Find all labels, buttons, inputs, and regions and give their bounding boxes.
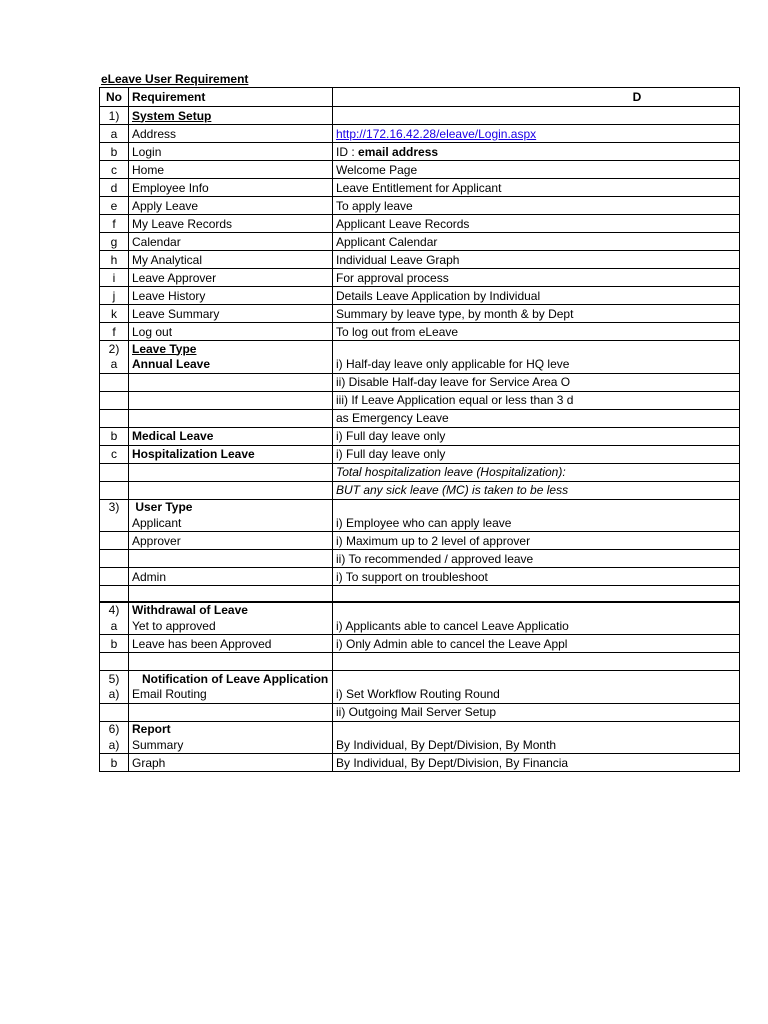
- row-no: [100, 481, 129, 499]
- table-row: [100, 602, 740, 618]
- row-no: b: [100, 754, 129, 772]
- login-url-link[interactable]: http://172.16.42.28/eleave/Login.aspx: [336, 126, 537, 141]
- row-description: To log out from eLeave: [333, 323, 740, 341]
- row-description: email address: [358, 144, 439, 159]
- row-requirement: Apply Leave: [129, 197, 333, 215]
- row-no: b: [100, 427, 129, 445]
- table-row: [100, 161, 740, 179]
- row-requirement: Leave Approver: [129, 269, 333, 287]
- section-heading: Notification of Leave Application: [129, 671, 333, 686]
- header-no: No: [100, 88, 129, 107]
- row-description: i) Employee who can apply leave: [333, 514, 740, 532]
- table-row: [100, 409, 740, 427]
- table-row: [100, 233, 740, 251]
- table-row: [100, 215, 740, 233]
- document-title: eLeave User Requirement: [101, 72, 249, 86]
- row-no: 2): [100, 341, 129, 356]
- row-requirement: Medical Leave: [129, 427, 333, 445]
- row-requirement: Login: [129, 143, 333, 161]
- row-description: Summary by leave type, by month & by Dept: [333, 305, 740, 323]
- row-no: 4): [100, 602, 129, 618]
- row-no: b: [100, 143, 129, 161]
- table-row: [100, 568, 740, 586]
- section-heading: Withdrawal of Leave: [129, 602, 333, 618]
- row-no: a): [100, 736, 129, 754]
- row-description: i) Full day leave only: [333, 427, 740, 445]
- section-heading: Report: [129, 721, 333, 736]
- row-requirement: [129, 391, 333, 409]
- row-no: g: [100, 233, 129, 251]
- row-description: ii) To recommended / approved leave: [333, 550, 740, 568]
- row-description: i) Applicants able to cancel Leave Applicatio: [333, 617, 740, 635]
- row-requirement: Approver: [129, 532, 333, 550]
- row-description: By Individual, By Dept/Division, By Financia: [333, 754, 740, 772]
- row-no: [100, 550, 129, 568]
- requirement-table: [99, 87, 642, 770]
- row-no: d: [100, 179, 129, 197]
- table-row: [100, 251, 740, 269]
- table-row: [100, 125, 740, 143]
- row-description: For approval process: [333, 269, 740, 287]
- spacer-row: [100, 653, 740, 671]
- row-requirement: Hospitalization Leave: [129, 445, 333, 463]
- row-description: BUT any sick leave (MC) is taken to be less: [333, 481, 740, 499]
- table-row: [100, 532, 740, 550]
- row-description: Welcome Page: [333, 161, 740, 179]
- table-row: [100, 550, 740, 568]
- row-description: Leave Entitlement for Applicant: [333, 179, 740, 197]
- table-row: [100, 686, 740, 704]
- row-requirement: [129, 409, 333, 427]
- row-no: 5): [100, 671, 129, 686]
- row-description: i) To support on troubleshoot: [333, 568, 740, 586]
- row-no: [100, 532, 129, 550]
- row-no: [100, 373, 129, 391]
- row-no: a: [100, 125, 129, 143]
- table-row: [100, 179, 740, 197]
- row-description: [333, 721, 740, 736]
- row-description: Individual Leave Graph: [333, 251, 740, 269]
- row-requirement: [129, 373, 333, 391]
- table-row: [100, 427, 740, 445]
- table-row: [100, 341, 740, 356]
- row-description: i) Half-day leave only applicable for HQ leve: [333, 356, 740, 374]
- row-no: a: [100, 356, 129, 374]
- row-no: a): [100, 686, 129, 704]
- row-requirement: Employee Info: [129, 179, 333, 197]
- row-description: ii) Disable Half-day leave for Service Area O: [333, 373, 740, 391]
- row-requirement: Address: [129, 125, 333, 143]
- table-row: [100, 356, 740, 374]
- row-requirement: Admin: [129, 568, 333, 586]
- row-requirement: [129, 550, 333, 568]
- row-requirement: Email Routing: [129, 686, 333, 704]
- table-row: [100, 671, 740, 686]
- row-no: b: [100, 635, 129, 653]
- row-no: c: [100, 161, 129, 179]
- row-requirement: Applicant: [129, 514, 333, 532]
- table-row: [100, 754, 740, 772]
- row-no: e: [100, 197, 129, 215]
- row-no: [100, 391, 129, 409]
- row-description: To apply leave: [333, 197, 740, 215]
- table-row: [100, 703, 740, 721]
- row-no: [100, 514, 129, 532]
- row-requirement: Annual Leave: [129, 356, 333, 374]
- row-no: [100, 568, 129, 586]
- table-row: [100, 736, 740, 754]
- table-row: [100, 499, 740, 514]
- header-description: D: [333, 88, 740, 107]
- table-row: [100, 514, 740, 532]
- row-no: c: [100, 445, 129, 463]
- row-requirement: My Leave Records: [129, 215, 333, 233]
- table-row: [100, 721, 740, 736]
- row-requirement: Graph: [129, 754, 333, 772]
- row-description: iii) If Leave Application equal or less than 3 d: [333, 391, 740, 409]
- row-description: Applicant Calendar: [333, 233, 740, 251]
- row-description: i) Full day leave only: [333, 445, 740, 463]
- row-description: [333, 107, 740, 125]
- table-row: [100, 635, 740, 653]
- row-description: [333, 671, 740, 686]
- table-row: [100, 143, 740, 161]
- row-no: f: [100, 215, 129, 233]
- table-row: [100, 287, 740, 305]
- row-requirement: Calendar: [129, 233, 333, 251]
- spacer-row: [100, 586, 740, 602]
- table-row: [100, 373, 740, 391]
- row-requirement: [129, 463, 333, 481]
- row-no: [100, 409, 129, 427]
- row-no: [100, 703, 129, 721]
- table-row: [100, 481, 740, 499]
- row-description: By Individual, By Dept/Division, By Month: [333, 736, 740, 754]
- section-heading: Leave Type: [129, 341, 333, 356]
- row-description: [333, 499, 740, 514]
- row-requirement: [129, 481, 333, 499]
- row-requirement: Leave has been Approved: [129, 635, 333, 653]
- table-row: [100, 617, 740, 635]
- row-requirement: [129, 703, 333, 721]
- row-no: 1): [100, 107, 129, 125]
- row-no: k: [100, 305, 129, 323]
- row-description: Details Leave Application by Individual: [333, 287, 740, 305]
- row-description: Total hospitalization leave (Hospitalization):: [333, 463, 740, 481]
- row-requirement: Yet to approved: [129, 617, 333, 635]
- row-description: i) Set Workflow Routing Round: [333, 686, 740, 704]
- row-no: h: [100, 251, 129, 269]
- table-row: [100, 269, 740, 287]
- table-header-row: [100, 88, 740, 107]
- row-requirement: Log out: [129, 323, 333, 341]
- row-description: Applicant Leave Records: [333, 215, 740, 233]
- row-no: j: [100, 287, 129, 305]
- row-description: ii) Outgoing Mail Server Setup: [333, 703, 740, 721]
- row-requirement: My Analytical: [129, 251, 333, 269]
- row-no: a: [100, 617, 129, 635]
- table-row: [100, 305, 740, 323]
- row-requirement: Leave History: [129, 287, 333, 305]
- header-requirement: Requirement: [129, 88, 333, 107]
- table-row: [100, 197, 740, 215]
- table-row: [100, 391, 740, 409]
- row-requirement: Home: [129, 161, 333, 179]
- section-heading: User Type: [129, 499, 333, 514]
- row-no: 3): [100, 499, 129, 514]
- row-description: [333, 602, 740, 618]
- row-description: i) Only Admin able to cancel the Leave Appl: [333, 635, 740, 653]
- row-no: f: [100, 323, 129, 341]
- row-requirement: Leave Summary: [129, 305, 333, 323]
- table-row: [100, 463, 740, 481]
- row-description: i) Maximum up to 2 level of approver: [333, 532, 740, 550]
- table-row: [100, 445, 740, 463]
- row-requirement: Summary: [129, 736, 333, 754]
- row-no: 6): [100, 721, 129, 736]
- row-no: [100, 463, 129, 481]
- table-row: [100, 323, 740, 341]
- row-description-prefix: ID :: [336, 144, 359, 159]
- section-heading: System Setup: [129, 107, 333, 125]
- row-description: [333, 341, 740, 356]
- row-description: as Emergency Leave: [333, 409, 740, 427]
- row-no: i: [100, 269, 129, 287]
- table-row: [100, 107, 740, 125]
